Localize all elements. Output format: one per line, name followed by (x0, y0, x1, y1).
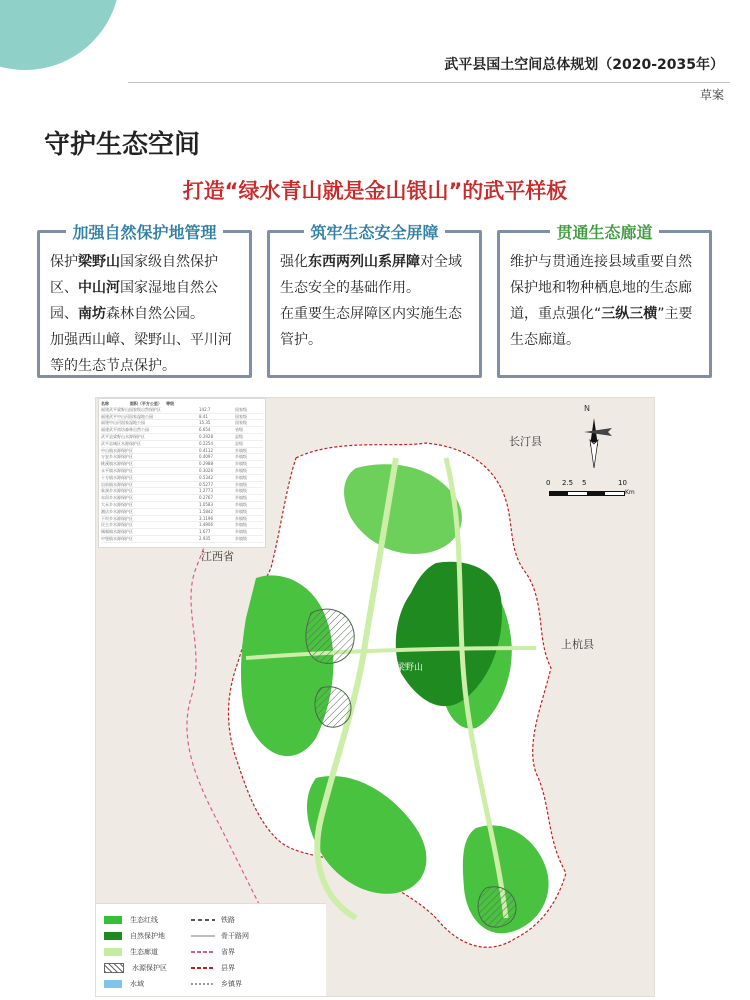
legend-item (104, 946, 158, 958)
card-body (50, 249, 241, 379)
text: 维护与贯通连接县域重要自然保护地和物种栖息地的生态廊道，重点强化“ (510, 254, 692, 322)
table-row (101, 475, 263, 482)
legend-line (191, 967, 215, 969)
legend-line (191, 935, 215, 937)
legend-item (191, 946, 235, 958)
card-title-text: 筑牢生态安全屏障 (304, 223, 444, 242)
table-rows (101, 407, 263, 543)
table-cell: 省级 (235, 427, 243, 433)
table-cell: 乡镇级 (235, 481, 247, 487)
table-cell: 国家级 (235, 420, 247, 426)
legend-item (191, 930, 249, 942)
table-cell: 民主乡水源保护区 (101, 522, 133, 528)
north-label: N (584, 404, 590, 413)
table-cell: 县级 (235, 433, 243, 439)
table-cell: 乡镇级 (235, 461, 247, 467)
table-cell: 8.41 (199, 413, 208, 419)
card-title (40, 220, 249, 243)
table-cell: 乡镇级 (235, 454, 247, 460)
legend-label: 铁路 (221, 916, 235, 924)
text: 在重要生态屏障区内实施生态管护。 (280, 306, 462, 348)
table-cell: 武平县城区水源保护区 (101, 440, 141, 446)
table-cell: 6.654 (199, 427, 211, 433)
legend-label: 水源保护区 (132, 964, 167, 972)
label-shanghang: 上杭县 (561, 638, 594, 651)
highlight-text: 梁野山 (78, 254, 120, 270)
scale-tick: 5 (582, 479, 587, 487)
table-cell: 142.7 (199, 406, 211, 412)
document-title: 武平县国土空间总体规划（2020-2035年） (444, 57, 724, 73)
legend-swatch (104, 980, 122, 988)
table-cell: 乡镇级 (235, 522, 247, 528)
table-row (101, 522, 263, 529)
table-row (101, 420, 263, 427)
table-cell: 福建中山河国家湿地公园 (101, 420, 145, 426)
legend-swatch (104, 932, 122, 940)
legend-swatch (104, 963, 124, 973)
table-row (101, 434, 263, 441)
table-cell: 十方镇水源保护区 (101, 474, 133, 480)
table-cell: 乡镇级 (235, 495, 247, 501)
table-cell: 2.935 (199, 535, 211, 541)
legend-label: 自然保护地 (130, 932, 165, 940)
legend-item (191, 962, 235, 974)
legend-label: 生态红线 (130, 916, 158, 924)
table-cell: 国家级 (235, 406, 247, 412)
legend-line (191, 919, 215, 921)
text: 保护 (50, 254, 78, 270)
table-row (101, 414, 263, 421)
card-body (510, 249, 701, 353)
legend-item (191, 978, 242, 990)
scale-graduation (549, 491, 625, 496)
table-cell: 乡镇级 (235, 488, 247, 494)
label-jiangxi: 江西省 (201, 550, 234, 563)
text: 国家湿地自然公园、 (50, 280, 218, 322)
scale-bar (546, 479, 655, 501)
draft-label: 草案 (699, 88, 724, 102)
protected-area-table (98, 398, 266, 548)
table-cell: 万安乡水源保护区 (101, 454, 133, 460)
table-row (101, 529, 263, 536)
text: 对全域生态安全的基础作用。 (280, 254, 462, 296)
legend-line (191, 951, 215, 953)
table-row (101, 488, 263, 495)
highlight-text: 中山河 (78, 280, 120, 296)
legend-line (191, 983, 215, 985)
card-body (280, 249, 471, 353)
table-cell: 乡镇级 (235, 467, 247, 473)
table-cell: 乡镇级 (235, 508, 247, 514)
table-cell: 0.2928 (199, 433, 213, 439)
legend-item (104, 962, 167, 974)
table-cell: 县级 (235, 440, 243, 446)
table-cell: 湘店乡水源保护区 (101, 508, 133, 514)
table-cell: 福建武平梁野山国家级自然保护区 (101, 406, 161, 412)
table-cell: 乡镇级 (235, 529, 247, 535)
table-cell: 0.4112 (199, 447, 213, 453)
card-title (500, 220, 709, 243)
table-row (101, 427, 263, 434)
highlight-text: 三纵三横 (601, 306, 658, 322)
table-cell: 永平镇水源保护区 (101, 467, 133, 473)
text: 森林自然公园。 (106, 306, 204, 322)
page-number: 03 (64, 54, 96, 82)
table-cell: 武平县梁野山水源保护区 (101, 433, 145, 439)
card-title-text: 加强自然保护地管理 (66, 223, 222, 242)
legend-item (104, 930, 165, 942)
table-cell: 桃溪镇水源保护区 (101, 461, 133, 467)
legend-swatch (104, 916, 122, 924)
table-row (101, 461, 263, 468)
table-cell: 大禾乡水源保护区 (101, 501, 133, 507)
water-source-zone-1 (306, 609, 354, 663)
table-row (101, 482, 263, 489)
text: ”主要生态廊道。 (510, 306, 693, 348)
legend-label: 县界 (221, 964, 235, 972)
table-row (101, 441, 263, 448)
scale-tick: 10 (618, 479, 627, 487)
table-cell: 城厢镇水源保护区 (101, 529, 133, 535)
legend-label: 省界 (221, 948, 235, 956)
table-cell: 下坝乡水源保护区 (101, 515, 133, 521)
highlight-text: 南坊 (78, 306, 106, 322)
table-cell: 0.3026 (199, 467, 213, 473)
header-divider (128, 82, 730, 83)
card-ecological-corridor (497, 223, 712, 378)
table-cell: 岩前镇水源保护区 (101, 481, 133, 487)
table-cell: 0.2254 (199, 440, 213, 446)
table-row (101, 536, 263, 543)
table-cell: 3.1196 (199, 515, 213, 521)
card-nature-reserve-management (37, 223, 252, 378)
table-cell: 中堡镇水源保护区 (101, 535, 133, 541)
label-liangyeshan: 梁野山 (396, 663, 424, 673)
legend-item (104, 914, 158, 926)
text: 强化 (280, 254, 308, 270)
table-cell: 0.5342 (199, 474, 213, 480)
table-cell: 0.5277 (199, 481, 213, 487)
table-header-name: 名称 (101, 401, 109, 406)
table-cell: 1.677 (199, 529, 211, 535)
table-cell: 1.5842 (199, 508, 213, 514)
legend-label: 骨干路网 (221, 932, 249, 940)
table-cell: 乡镇级 (235, 515, 247, 521)
card-title-text: 贯通生态廊道 (550, 223, 658, 242)
table-cell: 0.2988 (199, 461, 213, 467)
table-cell: 乡镇级 (235, 501, 247, 507)
highlight-text: 东西两列山系屏障 (308, 254, 420, 270)
table-cell: 国家级 (235, 413, 247, 419)
section-title: 守护生态空间 (44, 130, 201, 160)
table-row (101, 495, 263, 502)
table-header-area: 面积（平方公里） (129, 401, 162, 406)
slogan: 打造“绿水青山就是金山银山”的武平样板 (182, 179, 568, 203)
legend-label: 水域 (130, 980, 144, 988)
table-row (101, 407, 263, 414)
legend-item (191, 914, 235, 926)
table-cell: 15.35 (199, 420, 211, 426)
table-row (101, 448, 263, 455)
card-ecological-barrier (267, 223, 482, 378)
table-cell: 1.2773 (199, 488, 213, 494)
table-cell: 福建武平南坊森林自然公园 (101, 427, 149, 433)
table-row (101, 516, 263, 523)
legend-item (104, 978, 144, 990)
card-title (270, 220, 479, 243)
table-row (101, 502, 263, 509)
map-legend (96, 903, 326, 996)
table-cell: 乡镇级 (235, 447, 247, 453)
legend-label: 乡镇界 (221, 980, 242, 988)
table-row (101, 509, 263, 516)
table-header-level: 等级 (166, 401, 175, 406)
scale-unit: Km (625, 489, 635, 496)
scale-tick: 2.5 (562, 479, 574, 487)
table-cell: 乡镇级 (235, 474, 247, 480)
table-cell: 1.4906 (199, 522, 213, 528)
table-row (101, 454, 263, 461)
table-cell: 1.0583 (199, 501, 213, 507)
text: 加强西山嶂、梁野山、平川河等的生态节点保护。 (50, 332, 232, 374)
table-cell: 中山镇水源保护区 (101, 447, 133, 453)
table-cell: 0.4097 (199, 454, 213, 460)
table-cell: 东留乡水源保护区 (101, 495, 133, 501)
table-cell: 象洞乡水源保护区 (101, 488, 133, 494)
table-cell: 福建武平中山河国家湿地公园 (101, 413, 153, 419)
legend-label: 生态廊道 (130, 948, 158, 956)
label-changting: 长汀县 (509, 435, 542, 448)
table-row (101, 468, 263, 475)
table-cell: 0.2767 (199, 495, 213, 501)
table-cell: 乡镇级 (235, 535, 247, 541)
legend-swatch (104, 948, 122, 956)
text: 国家级自然保护区、 (50, 254, 218, 296)
ecological-space-map (95, 397, 655, 997)
scale-tick: 0 (546, 479, 551, 487)
